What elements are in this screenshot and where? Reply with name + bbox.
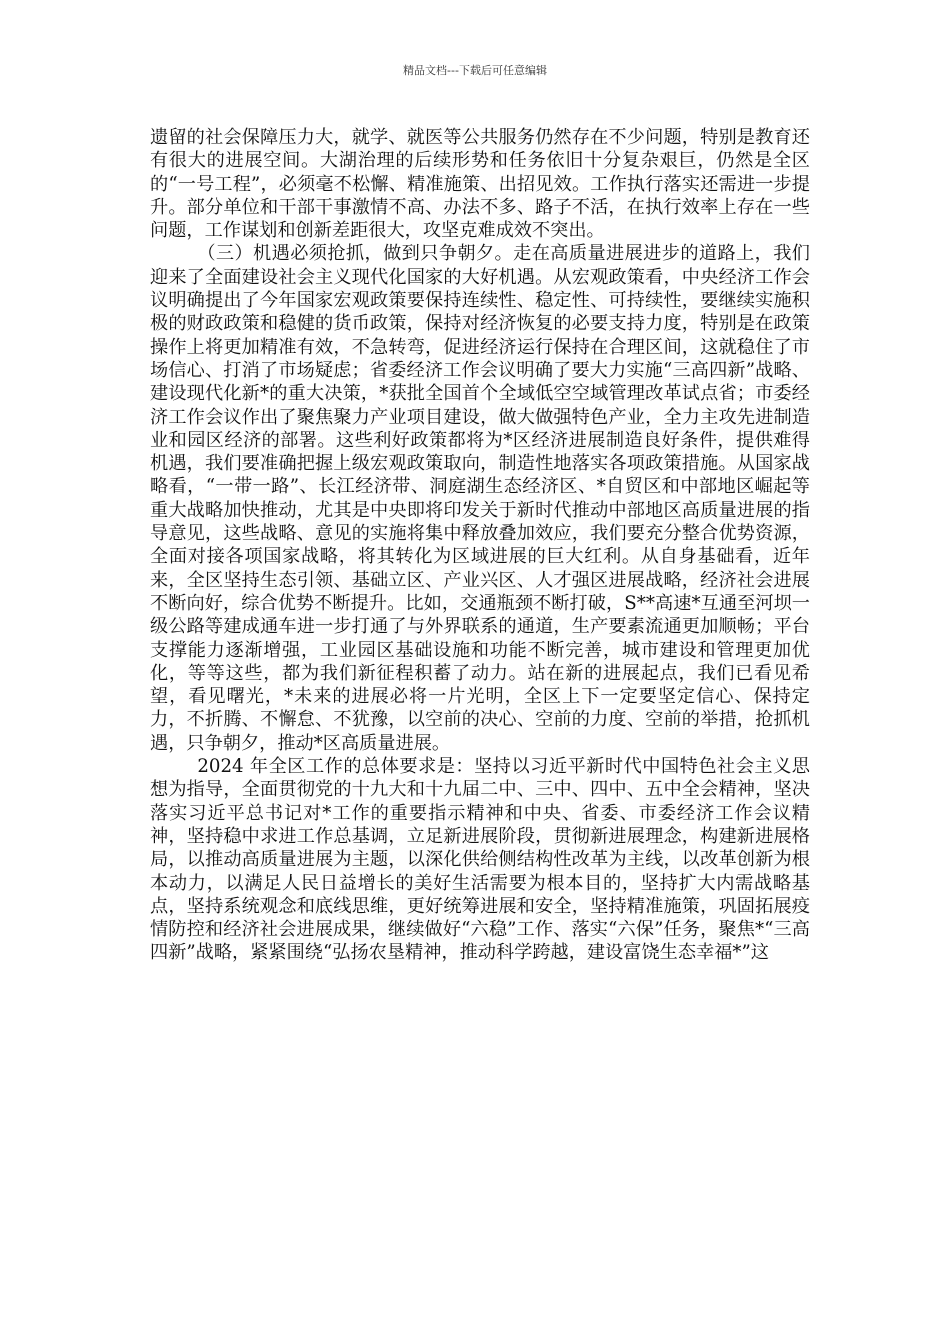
- document-body: [150, 126, 810, 965]
- paragraph-general-requirements: 2024 年全区工作的总体要求是：坚持以习近平新时代中国特色社会主义思想为指导，全面贯彻党的十九大和十九届二中、三中、四中、五中全会精神，坚决落实习近平总书记对*工作的重要指示精神和中央、省委、市委经济工作会议精神，坚持稳中求进工作总基调，立足新进展阶段，贯彻新进展理念，构建新进展格局，以推动高质量进展为主题，以深化供给侧结构性改革为主线，以改革创新为根本动力，以满足人民日益增长的美好生活需要为根本目的，坚持扩大内需战略基点，坚持系统观念和底线思维，更好统筹进展和安全，坚持精准施策，巩固拓展疫情防控和经济社会进展成果，继续做好“六稳”工作、落实“六保”任务，聚焦*“三高四新”战略，紧紧围绕“弘扬农垦精神，推动科学跨越，建设富饶生态幸福*”这: [150, 756, 810, 964]
- page-header: 精品文档---下载后可任意编辑: [403, 64, 547, 77]
- paragraph-opportunities: （三）机遇必须抢抓，做到只争朝夕。走在高质量进展进步的道路上，我们迎来了全面建设社会主义现代化国家的大好机遇。从宏观政策看，中央经济工作会议明确提出了今年国家宏观政策要保持连续性、稳定性、可持续性，要继续实施积极的财政政策和稳健的货币政策，保持对经济恢复的必要支持力度，特别是在政策操作上将更加精准有效，不急转弯，促进经济运行保持在合理区间，这就稳住了市场信心、打消了市场疑虑；省委经济工作会议明确了要大力实施“三高四新”战略、建设现代化新*的重大决策，*获批全国首个全域低空空域管理改革试点省；市委经济工作会议作出了聚焦聚力产业项目建设，做大做强特色产业，全力主攻先进制造业和园区经济的部署。这些利好政策都将为*区经济进展制造良好条件，提供难得机遇，我们要准确把握上级宏观政策取向，制造性地落实各项政策措施。从国家战略看，“一带一路”、长江经济带、洞庭湖生态经济区、*自贸区和中部地区崛起等重大战略加快推动，尤其是中央即将印发关于新时代推动中部地区高质量进展的指导意见，这些战略、意见的实施将集中释放叠加效应，我们要充分整合优势资源，全面对接各项国家战略，将其转化为区域进展的巨大红利。从自身基础看，近年来，全区坚持生态引领、基础立区、产业兴区、人才强区进展战略，经济社会进展不断向好，综合优势不断提升。比如，交通瓶颈不断打破，S**高速*互通至河坝一级公路等建成通车进一步打通了与外界联系的通道，生产要素流通更加顺畅；平台支撑能力逐渐增强，工业园区基础设施和功能不断完善，城市建设和管理更加优化，等等这些，都为我们新征程积蓄了动力。站在新的进展起点，我们已看见希望，看见曙光，*未来的进展必将一片光明，全区上下一定要坚定信心、保持定力，不折腾、不懈怠、不犹豫，以空前的决心、空前的力度、空前的举措，抢抓机遇，只争朝夕，推动*区高质量进展。: [150, 243, 810, 754]
- paragraph-continuation: 遗留的社会保障压力大，就学、就医等公共服务仍然存在不少问题，特别是教育还有很大的进展空间。大湖治理的后续形势和任务依旧十分复杂艰巨，仍然是全区的“一号工程”，必须毫不松懈、精准施策、出招见效。工作执行落实还需进一步提升。部分单位和干部干事激情不高、办法不多、路子不活，在执行效率上存在一些问题，工作谋划和创新差距很大，攻坚克难成效不突出。: [150, 127, 810, 242]
